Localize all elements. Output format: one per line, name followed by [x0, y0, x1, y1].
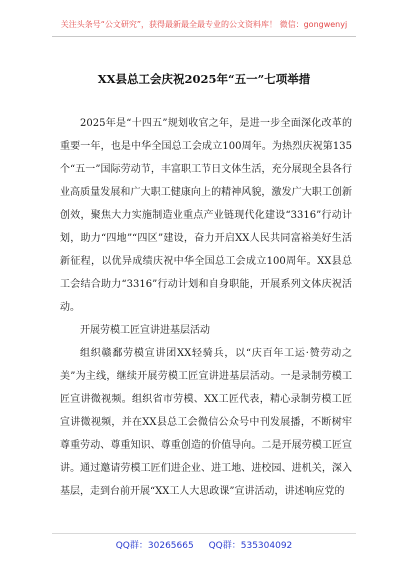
- section-heading: 开展劳模工匠宣讲进基层活动: [80, 325, 210, 336]
- footer: [0, 538, 408, 551]
- footer-divider: [52, 533, 356, 534]
- document-title: XX县总工会庆祝2025年“五一”七项举措: [97, 72, 311, 86]
- footer-qq-group-2: QQ群：535304092: [208, 541, 293, 551]
- paragraph-section-1: 组织赣鄱劳模宣讲团XX轻骑兵，以“庆百年工运·赞劳动之美”为主线，继续开展劳模工匠宣讲进基层活动。一是录制劳模工匠宣讲微视频。组织省市劳模、XX工匠代表，精心录制劳模工匠宣讲微视频，并在XX县总工会微信公众号中刊发展播，不断树牢尊重劳动、尊重知识、尊重创造的价值导向。二是开展劳模工匠宣讲。通过邀请劳模工匠们进企业、进工地、进校园、进机关，深入基层，走到台前开展“XX工人大思政课”宣讲活动，讲述响应党的: [60, 348, 352, 497]
- header-banner: 关注头条号“公文研究”，获得最新最全最专业的公文资料库！ 微信：gongwenyj: [60, 20, 348, 29]
- header-divider: [52, 36, 356, 37]
- document-body: [60, 112, 352, 503]
- paragraph-intro: 2025年是“十四五”规划收官之年，是进一步全面深化改革的重要一年，也是中华全国总工会成立100周年。为热烈庆祝第135个“五一”国际劳动节，丰富职工节日文体生活，充分展现全县各行业高质量发展和广大职工健康向上的精神风貌，激发广大职工创新创效，聚焦大力实施制造业重点产业链现代化建设“3316”行动计划，助力“四地”“四区”建设，奋力开启XX人民共同富裕美好生活新征程，以优异成绩庆祝中华全国总工会成立100周年。XX县总工会结合助力“3316”行动计划和自身职能，开展系列文体庆祝活动。: [60, 118, 352, 313]
- footer-qq-group-1: QQ群：30265665: [115, 541, 194, 551]
